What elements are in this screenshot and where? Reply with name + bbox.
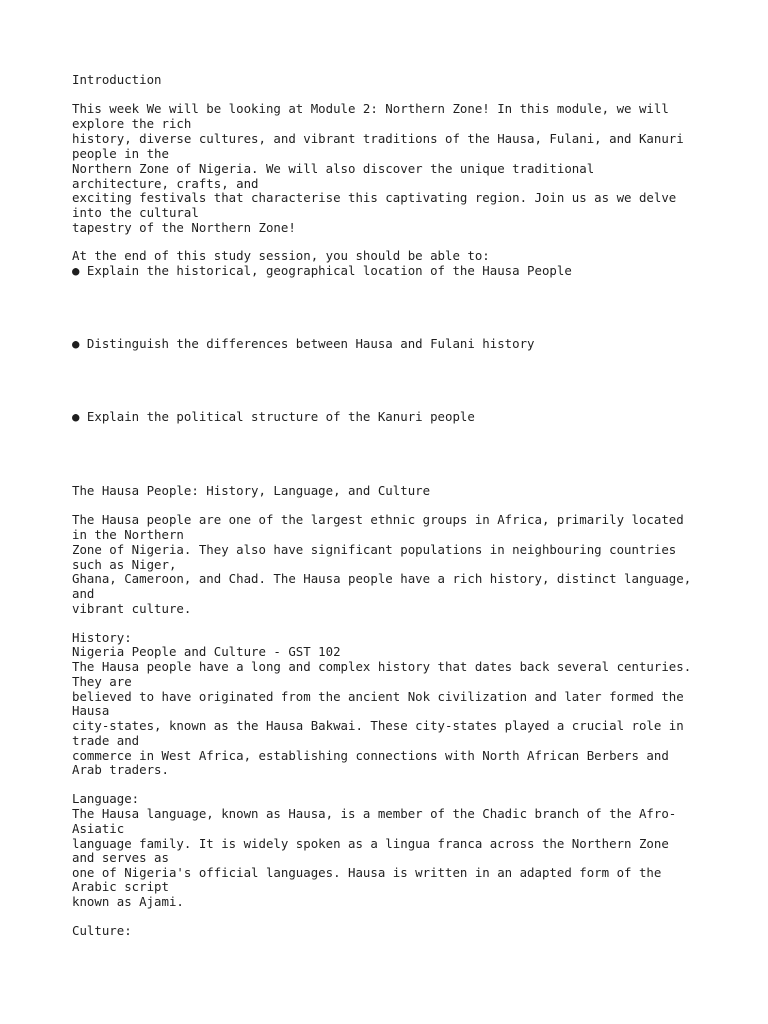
intro-line-5: Northern Zone of Nigeria. We will also discover the unique traditional <box>72 161 595 176</box>
history-line-5: city-states, known as the Hausa Bakwai. These city-states played a crucial role in <box>72 718 684 733</box>
running-header: Nigeria People and Culture - GST 102 <box>72 644 341 659</box>
objective-item: ● Explain the historical, geographical location of the Hausa People <box>72 263 572 278</box>
hausa-heading: The Hausa People: History, Language, and Culture <box>72 483 431 498</box>
intro-line-3: history, diverse cultures, and vibrant traditions of the Hausa, Fulani, and Kanuri <box>72 131 684 146</box>
history-line-2: They are <box>72 674 132 689</box>
objective-item: ● Distinguish the differences between Hausa and Fulani history <box>72 336 535 351</box>
language-line-6: Arabic script <box>72 879 169 894</box>
intro-heading: Introduction <box>72 72 162 87</box>
language-line-4: and serves as <box>72 850 169 865</box>
objectives-lead: At the end of this study session, you should be able to: <box>72 248 490 263</box>
hausa-line-4: such as Niger, <box>72 557 177 572</box>
intro-line-7: exciting festivals that characterise this captivating region. Join us as we delve <box>72 190 677 205</box>
history-line-7: commerce in West Africa, establishing connections with North African Berbers and <box>72 748 669 763</box>
language-line-2: Asiatic <box>72 821 125 836</box>
history-line-8: Arab traders. <box>72 762 169 777</box>
intro-line-9: tapestry of the Northern Zone! <box>72 220 296 235</box>
hausa-line-5: Ghana, Cameroon, and Chad. The Hausa people have a rich history, distinct language, <box>72 571 692 586</box>
hausa-line-7: vibrant culture. <box>72 601 192 616</box>
hausa-line-1: The Hausa people are one of the largest ethnic groups in Africa, primarily located <box>72 512 684 527</box>
intro-line-4: people in the <box>72 146 169 161</box>
history-line-6: trade and <box>72 733 140 748</box>
culture-heading: Culture: <box>72 923 132 938</box>
hausa-line-3: Zone of Nigeria. They also have significant populations in neighbouring countries <box>72 542 677 557</box>
history-line-4: Hausa <box>72 703 110 718</box>
language-line-7: known as Ajami. <box>72 894 184 909</box>
history-line-3: believed to have originated from the ancient Nok civilization and later formed the <box>72 689 684 704</box>
intro-line-6: architecture, crafts, and <box>72 176 259 191</box>
objective-item: ● Explain the political structure of the Kanuri people <box>72 409 475 424</box>
language-line-1: The Hausa language, known as Hausa, is a member of the Chadic branch of the Afro- <box>72 806 677 821</box>
history-heading: History: <box>72 630 132 645</box>
language-line-5: one of Nigeria's official languages. Hausa is written in an adapted form of the <box>72 865 662 880</box>
hausa-line-6: and <box>72 586 95 601</box>
hausa-line-2: in the Northern <box>72 527 184 542</box>
language-line-3: language family. It is widely spoken as a lingua franca across the Northern Zone <box>72 836 669 851</box>
intro-line-2: explore the rich <box>72 116 192 131</box>
intro-line-1: This week We will be looking at Module 2: Northern Zone! In this module, we will <box>72 101 669 116</box>
language-heading: Language: <box>72 791 140 806</box>
intro-line-8: into the cultural <box>72 205 199 220</box>
history-line-1: The Hausa people have a long and complex history that dates back several centuries. <box>72 659 692 674</box>
